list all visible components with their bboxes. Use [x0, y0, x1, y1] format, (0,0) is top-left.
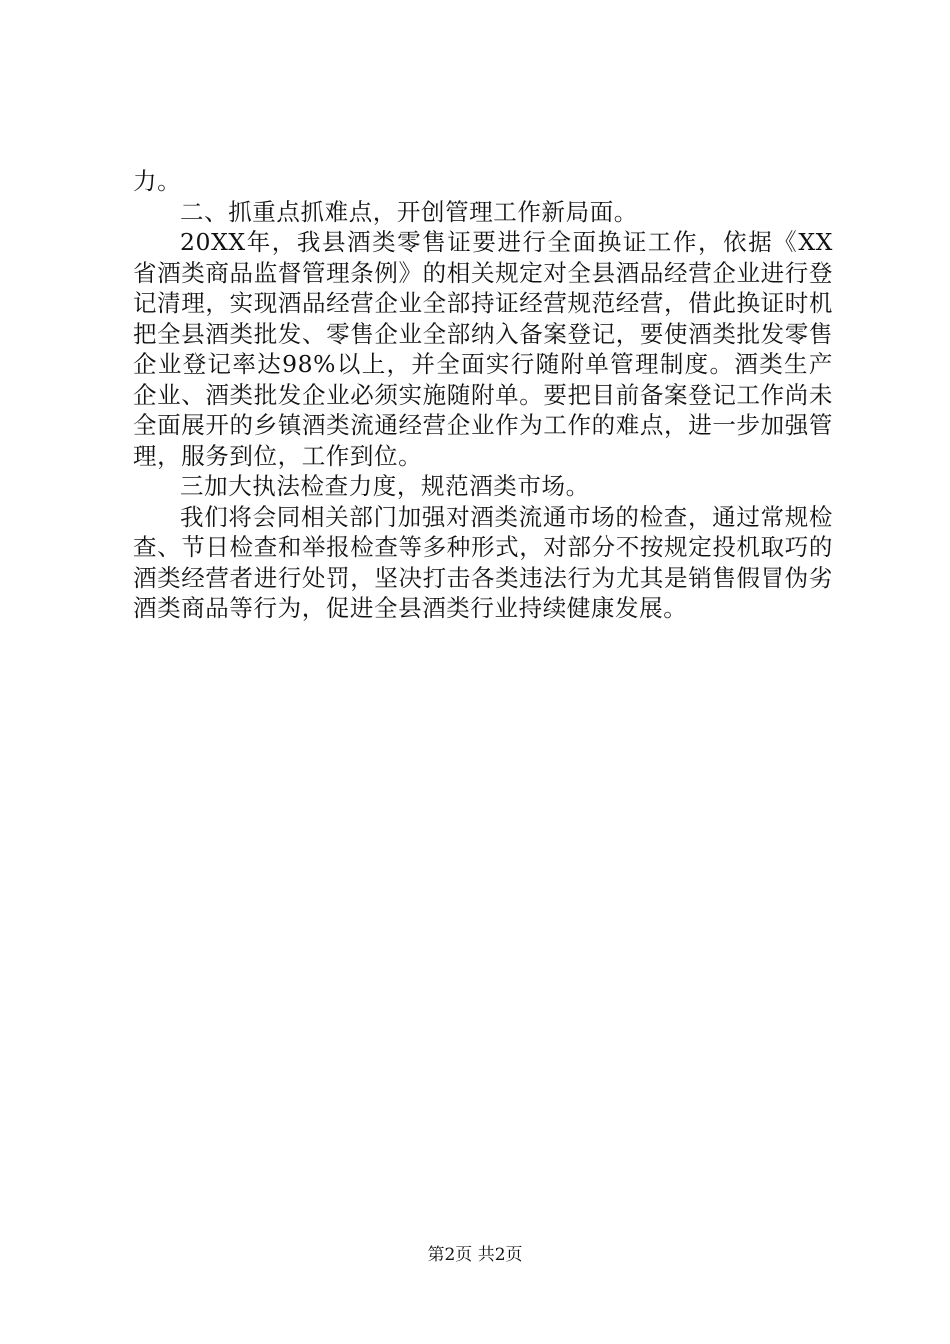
page-footer	[0, 1244, 950, 1266]
paragraph-continuation: 力。	[133, 167, 182, 195]
page-number-label: 第2页 共2页	[427, 1245, 523, 1265]
paragraph-heading-2: 二、抓重点抓难点，开创管理工作新局面。	[180, 197, 638, 226]
paragraph-heading-3: 三加大执法检查力度，规范酒类市场。	[180, 472, 590, 500]
paragraph-body-2: 我们将会同相关部门加强对酒类流通市场的检查，通过常规检查、节日检查和举报检查等多种形式，对部分不按规定投机取巧的酒类经营者进行处罚，坚决打击各类违法行为尤其是销售假冒伪劣酒类商品等行为，促进全县酒类行业持续健康发展。	[133, 502, 833, 622]
document-body	[133, 166, 833, 624]
paragraph-body-1: 20XX年，我县酒类零售证要进行全面换证工作，依据《XX省酒类商品监督管理条例》的相关规定对全县酒品经营企业进行登记清理，实现酒品经营企业全部持证经营规范经营，借此换证时机把全县酒类批发、零售企业全部纳入备案登记，要使酒类批发零售企业登记率达98%以上，并全面实行随附单管理制度。酒类生产企业、酒类批发企业必须实施随附单。要把目前备案登记工作尚未全面展开的乡镇酒类流通经营企业作为工作的难点，进一步加强管理，服务到位，工作到位。	[133, 228, 833, 470]
